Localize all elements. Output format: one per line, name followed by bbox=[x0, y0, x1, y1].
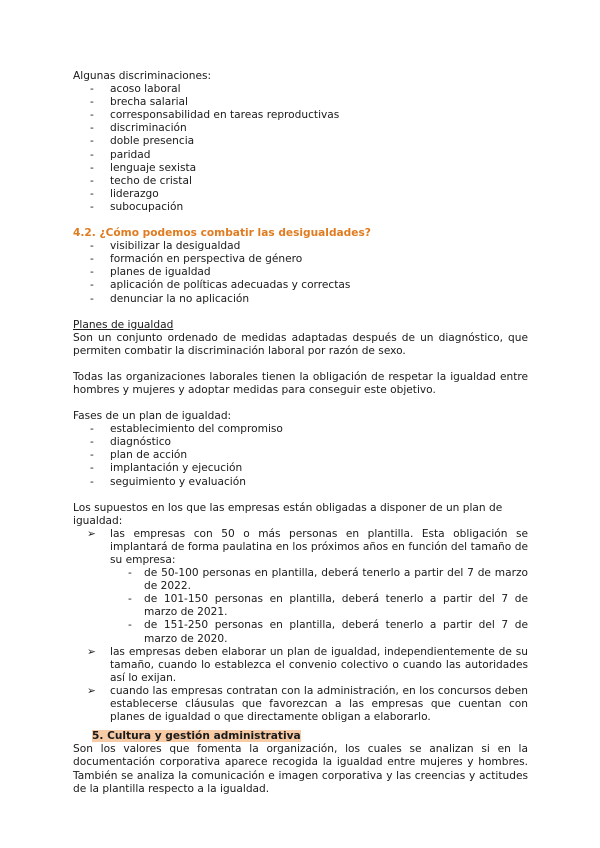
arrow-bullet-icon: ➢ bbox=[87, 527, 96, 540]
arrow-bullet-icon: ➢ bbox=[87, 684, 96, 697]
list-item: - subocupación bbox=[73, 201, 528, 214]
list-item bbox=[73, 528, 528, 646]
list-item: - plan de acción bbox=[73, 449, 528, 462]
list-item: - seguimiento y evaluación bbox=[73, 476, 528, 489]
plans-obligation: Todas las organizaciones laborales tienen la obligación de respetar la igualdad entre hombres y mujeres y adoptar medidas para conseguir este objetivo. bbox=[73, 370, 528, 396]
case-text: cuando las empresas contratan con la administración, en los concursos deben establecerse cláusulas que favorezcan a las empresas que cuentan con planes de igualdad o que directamente obligan a elaborarlo. bbox=[110, 684, 528, 724]
list-item bbox=[73, 646, 528, 685]
case-text: las empresas con 50 o más personas en plantilla. Esta obligación se implantará de forma paulatina en los próximos años en función del tamaño de su empresa: bbox=[110, 527, 528, 566]
cases-intro: Los supuestos en los que las empresas están obligadas a disponer de un plan de igualdad: bbox=[73, 501, 503, 527]
list-item: - diagnóstico bbox=[73, 436, 528, 449]
plans-definition: Son un conjunto ordenado de medidas adaptadas después de un diagnóstico, que permiten combatir la discriminación laboral por razón de sexo. bbox=[73, 331, 528, 357]
list-item: - acoso laboral bbox=[73, 83, 528, 96]
combat-heading: 4.2. ¿Cómo podemos combatir las desigualdades? bbox=[73, 227, 371, 240]
section5-heading bbox=[73, 730, 528, 743]
sub-list-item: - de 151-250 personas en plantilla, deberá tenerlo a partir del 7 de marzo de 2020. bbox=[110, 619, 528, 645]
list-item: - denunciar la no aplicación bbox=[73, 293, 528, 306]
section5-title: 5. Cultura y gestión administrativa bbox=[92, 730, 301, 743]
list-item: - planes de igualdad bbox=[73, 266, 528, 279]
list-item: - aplicación de políticas adecuadas y correctas bbox=[73, 279, 528, 292]
list-item: - formación en perspectiva de género bbox=[73, 253, 528, 266]
list-item: - liderazgo bbox=[73, 188, 528, 201]
list-item: - brecha salarial bbox=[73, 96, 528, 109]
case-sublist bbox=[110, 567, 528, 646]
plans-heading: Planes de igualdad bbox=[73, 318, 174, 331]
phases-title: Fases de un plan de igualdad: bbox=[73, 410, 232, 423]
discriminations-title: Algunas discriminaciones: bbox=[73, 70, 212, 82]
cases-list bbox=[73, 528, 528, 724]
list-item: - establecimiento del compromiso bbox=[73, 423, 528, 436]
list-item: - techo de cristal bbox=[73, 175, 528, 188]
list-item: - discriminación bbox=[73, 122, 528, 135]
list-item: - doble presencia bbox=[73, 135, 528, 148]
list-item: - visibilizar la desigualdad bbox=[73, 240, 528, 253]
sub-list-item: - de 101-150 personas en plantilla, deberá tenerlo a partir del 7 de marzo de 2021. bbox=[110, 593, 528, 619]
arrow-bullet-icon: ➢ bbox=[87, 645, 96, 658]
case-text: las empresas deben elaborar un plan de igualdad, independientemente de su tamaño, cuando lo establezca el convenio colectivo o cuando las autoridades así lo exijan. bbox=[110, 645, 528, 684]
phases-list bbox=[73, 423, 528, 488]
list-item: - implantación y ejecución bbox=[73, 462, 528, 475]
list-item: - corresponsabilidad en tareas reproductivas bbox=[73, 109, 528, 122]
combat-list bbox=[73, 240, 528, 305]
section5-body: Son los valores que fomenta la organización, los cuales se analizan si en la documentación corporativa aparece recogida la igualdad entre mujeres y hombres. También se analiza la comunicación e imagen corporativa y las creencias y actitudes de la plantilla respecto a la igualdad. bbox=[73, 743, 528, 795]
list-item bbox=[73, 685, 528, 724]
sub-list-item: - de 50-100 personas en plantilla, deberá tenerlo a partir del 7 de marzo de 2022. bbox=[110, 567, 528, 593]
list-item: - paridad bbox=[73, 149, 528, 162]
page-content bbox=[73, 70, 528, 796]
discriminations-list bbox=[73, 83, 528, 214]
list-item: - lenguaje sexista bbox=[73, 162, 528, 175]
